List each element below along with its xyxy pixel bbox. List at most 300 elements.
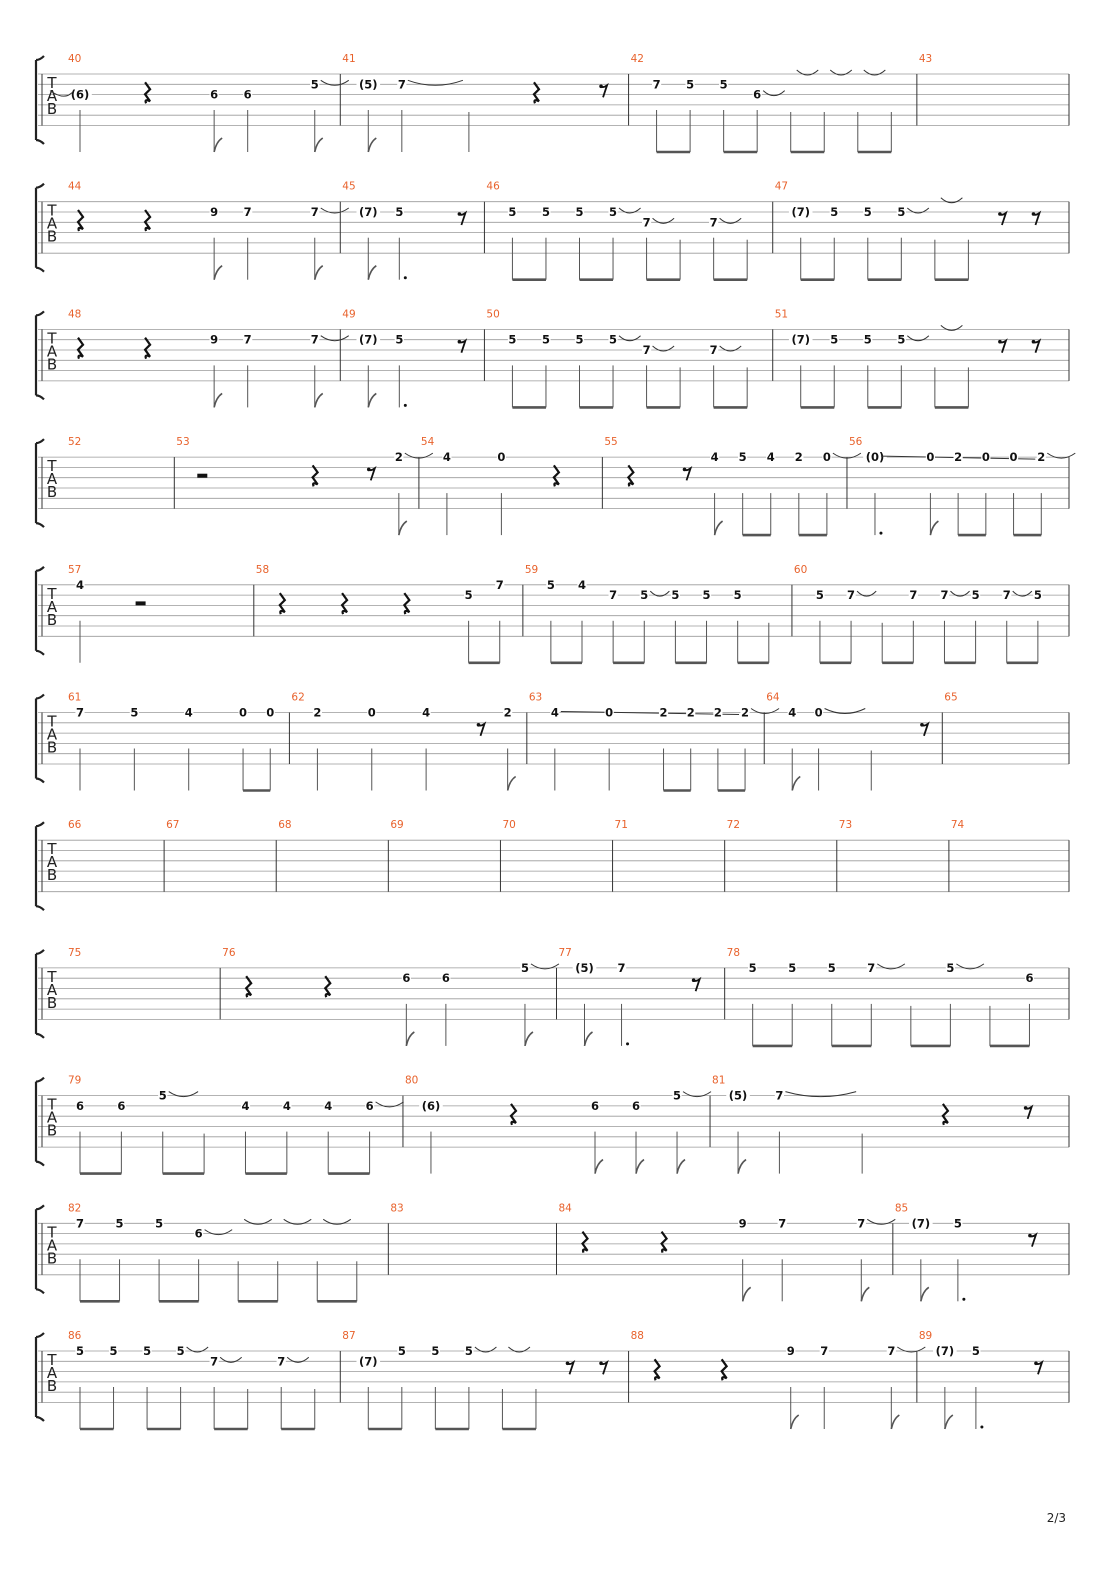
measure-number: 61 (68, 691, 82, 704)
fret-number: 5 (115, 1216, 124, 1231)
quarter-rest (404, 593, 409, 614)
fret-number: 5 (397, 1344, 406, 1358)
eighth-rest-dot (458, 212, 462, 216)
measure-number: 81 (712, 1074, 726, 1087)
fret-number: 5 (953, 1216, 962, 1231)
fret-number: 7 (847, 588, 856, 603)
duration-dot (962, 1298, 965, 1301)
fret-number: 5 (158, 1088, 167, 1103)
fret-number: 5 (748, 960, 757, 975)
eighth-flag (921, 1287, 929, 1301)
fret-number: 0 (367, 705, 376, 720)
tab-clef-letter: T (47, 712, 57, 731)
fret-number: 5 (971, 588, 980, 603)
tab-clef-letter: T (47, 457, 57, 476)
tab-clef-letter: T (47, 967, 57, 986)
fret-number: 5 (541, 332, 550, 347)
fret-number: 5 (520, 960, 529, 975)
fret-number: 7 (857, 1216, 866, 1231)
duration-dot (404, 276, 407, 279)
fret-number: 5 (671, 588, 680, 603)
measure-number: 89 (918, 1330, 933, 1342)
measure-number: 65 (944, 691, 958, 704)
measure-number: 60 (793, 563, 808, 576)
eighth-rest-dot (599, 1362, 603, 1366)
fret-number: 6 (441, 971, 450, 986)
fret-number: 5 (897, 205, 906, 219)
measure-number: 45 (342, 180, 356, 193)
fret-number: 5 (546, 577, 555, 592)
tab-clef-letter: B (46, 1121, 58, 1140)
fret-number: 7 (778, 1216, 787, 1231)
tab-clef-letter: A (46, 725, 58, 744)
fret-number: 5 (575, 205, 584, 219)
fret-number: 6 (365, 1098, 374, 1113)
measure-number: 40 (68, 53, 82, 65)
fret-number: (5) (728, 1088, 748, 1103)
tab-clef-letter: A (46, 853, 58, 872)
fret-number: 5 (109, 1344, 118, 1358)
fret-number: 7 (887, 1344, 896, 1358)
fret-number: 7 (867, 960, 876, 975)
tab-clef-letter: T (47, 1223, 57, 1242)
fret-number: 7 (642, 343, 651, 357)
fret-number: 5 (719, 77, 728, 92)
measure-number: 83 (390, 1202, 404, 1215)
fret-number: 5 (897, 332, 906, 347)
tab-clef-letter: B (46, 100, 58, 118)
fret-number: 9 (738, 1216, 747, 1231)
measure-number: 50 (486, 308, 500, 321)
tab-clef-letter: B (46, 483, 58, 502)
tab-clef-letter: B (46, 355, 58, 374)
measure-number: 43 (918, 53, 933, 65)
measure-number: 66 (68, 819, 82, 832)
eighth-rest-dot (458, 340, 462, 344)
fret-number: 5 (609, 332, 618, 347)
measure-number: 69 (390, 819, 404, 832)
fret-number: 5 (830, 332, 839, 347)
tab-clef-letter: B (46, 227, 58, 246)
fret-number: 5 (702, 588, 711, 603)
fret-number: 4 (184, 705, 193, 720)
fret-number: 2 (1037, 450, 1046, 465)
fret-number: 7 (243, 205, 252, 219)
eighth-flag (791, 1415, 799, 1429)
fret-number: 5 (827, 960, 836, 975)
half-rest (197, 474, 207, 478)
eighth-flag (595, 1160, 603, 1174)
tab-clef-letter: A (46, 1236, 58, 1255)
fret-number: (6) (70, 87, 90, 102)
tab-clef-letter: T (47, 840, 57, 859)
eighth-rest-dot (367, 468, 371, 472)
tab-clef-letter: A (46, 1108, 58, 1127)
slide-line (561, 712, 739, 715)
fret-number: 7 (652, 77, 661, 92)
quarter-rest (145, 82, 150, 103)
fret-number: (7) (359, 332, 378, 347)
eighth-flag (585, 1032, 593, 1046)
system-bracket (36, 311, 44, 399)
tab-clef-letter: T (47, 74, 57, 92)
fret-number: 7 (210, 1354, 219, 1369)
measure-number: 48 (68, 308, 82, 321)
measure-number: 80 (404, 1074, 419, 1087)
eighth-rest-dot (920, 723, 924, 727)
duration-dot (879, 532, 882, 535)
eighth-rest-dot (998, 212, 1002, 216)
system-bracket (36, 1078, 44, 1166)
fret-number: 6 (753, 87, 762, 102)
tab-system (36, 308, 1069, 407)
fret-number: 5 (946, 960, 955, 975)
eighth-flag (214, 138, 222, 152)
tab-system (36, 947, 1069, 1046)
measure-number: 67 (166, 819, 180, 832)
fret-number: (5) (575, 960, 594, 975)
fret-number: 0 (981, 450, 990, 465)
fret-number: 0 (1009, 450, 1018, 465)
fret-number: 7 (397, 77, 406, 92)
eighth-flag (315, 138, 323, 152)
measure-number: 53 (176, 436, 190, 449)
eighth-flag (861, 1287, 869, 1301)
fret-number: 2 (741, 705, 750, 720)
measure-number: 84 (558, 1202, 572, 1215)
quarter-rest (554, 465, 559, 486)
eighth-flag (891, 1415, 899, 1429)
tab-clef-letter: B (46, 866, 58, 885)
fret-number: 9 (210, 332, 219, 347)
system-bracket (36, 695, 44, 783)
tab-clef-letter: B (46, 610, 58, 629)
fret-number: 7 (775, 1088, 784, 1103)
fret-number: 5 (1033, 588, 1042, 603)
measure-number: 85 (894, 1202, 909, 1215)
fret-number: 4 (766, 450, 775, 465)
eighth-flag (525, 1032, 533, 1046)
fret-number: 4 (788, 705, 797, 720)
fret-number: 5 (155, 1216, 164, 1231)
fret-number: 5 (464, 1344, 473, 1358)
measure-number: 58 (255, 563, 270, 576)
system-bracket (36, 439, 44, 527)
fret-number: 7 (709, 343, 718, 357)
fret-number: 6 (243, 87, 252, 102)
eighth-flag (792, 777, 800, 791)
eighth-flag (368, 393, 376, 407)
tab-system (36, 1330, 1069, 1429)
fret-number: 7 (909, 588, 918, 603)
eighth-flag (636, 1160, 644, 1174)
fret-number: 7 (642, 215, 651, 230)
quarter-rest (280, 593, 285, 614)
quarter-rest (145, 210, 150, 231)
tab-clef-letter: T (47, 201, 57, 220)
fret-number: 2 (686, 705, 695, 720)
fret-number: 2 (659, 705, 668, 720)
tab-clef-letter: T (47, 584, 57, 603)
fret-number: 4 (422, 705, 431, 720)
fret-number: 7 (75, 1216, 85, 1231)
fret-number: 2 (713, 705, 722, 720)
fret-number: (7) (911, 1216, 931, 1231)
half-rest (136, 601, 146, 605)
eighth-flag (738, 1160, 746, 1174)
quarter-rest (534, 82, 539, 103)
fret-number: 0 (822, 450, 831, 465)
fret-number: 5 (508, 205, 517, 219)
tab-clef-letter: B (46, 1377, 58, 1395)
fret-number: 5 (640, 588, 649, 603)
measure-number: 47 (774, 180, 789, 193)
fret-number: 7 (277, 1354, 286, 1369)
fret-number: 7 (617, 960, 626, 975)
measure-number: 64 (766, 691, 780, 704)
measure-number: 77 (558, 946, 572, 959)
fret-number: 6 (1025, 971, 1034, 986)
measure-number: 49 (342, 308, 356, 321)
eighth-flag (315, 266, 323, 280)
fret-number: 6 (210, 87, 219, 102)
fret-number: 5 (176, 1344, 185, 1358)
quarter-rest (722, 1359, 727, 1380)
measure-number: 57 (68, 563, 82, 576)
duration-dot (404, 404, 407, 407)
measure-number: 56 (848, 436, 863, 449)
tab-clef-letter: A (46, 980, 58, 999)
tab-clef-letter: B (46, 1249, 58, 1268)
tab-system (36, 564, 1069, 663)
quarter-rest (662, 1232, 667, 1253)
eighth-flag (508, 777, 516, 791)
measure-number: 70 (502, 819, 516, 832)
fret-number: 4 (282, 1098, 291, 1113)
eighth-flag (715, 521, 723, 535)
fret-number: 9 (786, 1344, 795, 1358)
fret-number: 5 (575, 332, 584, 347)
fret-number: 7 (709, 215, 718, 230)
eighth-rest-dot (1024, 1106, 1028, 1110)
measure-number: 41 (342, 53, 356, 65)
fret-number: 5 (130, 705, 139, 720)
fret-number: 6 (75, 1098, 85, 1113)
fret-number: 7 (820, 1344, 829, 1358)
fret-number: 5 (395, 205, 404, 219)
fret-number: 2 (503, 705, 512, 720)
eighth-rest-dot (1034, 1362, 1038, 1366)
fret-number: 5 (541, 205, 550, 219)
fret-number: 7 (609, 588, 618, 603)
fret-number: 0 (926, 450, 935, 465)
measure-number: 52 (68, 436, 82, 449)
system-bracket (36, 184, 44, 272)
eighth-rest-dot (566, 1362, 570, 1366)
fret-number: 5 (395, 332, 404, 347)
eighth-rest-dot (599, 85, 603, 89)
fret-number: 7 (1002, 588, 1011, 603)
quarter-rest (583, 1232, 588, 1253)
system-bracket (36, 56, 44, 144)
measure-number: 54 (420, 436, 435, 449)
fret-number: (5) (359, 77, 378, 92)
fret-number: 5 (733, 588, 742, 603)
fret-number: 5 (75, 1344, 85, 1358)
fret-number: 5 (686, 77, 695, 92)
system-bracket (36, 1205, 44, 1293)
measure-number: 72 (726, 819, 741, 832)
fret-number: 4 (241, 1098, 250, 1113)
fret-number: 5 (863, 332, 872, 347)
duration-dot (980, 1426, 983, 1429)
fret-number: 5 (788, 960, 797, 975)
fret-number: 0 (497, 450, 506, 465)
measure-number: 76 (222, 946, 236, 959)
fret-number: 7 (940, 588, 949, 603)
fret-number: 5 (815, 588, 824, 603)
fret-number: 9 (210, 205, 219, 219)
fret-number: 2 (313, 705, 322, 720)
eighth-rest-dot (692, 978, 696, 982)
tab-system (36, 1202, 1069, 1301)
measure-number: 88 (630, 1330, 644, 1342)
eighth-flag (677, 1160, 685, 1174)
measure-number: 82 (68, 1202, 82, 1215)
tab-clef-letter: B (46, 738, 58, 757)
measure-number: 42 (630, 53, 644, 65)
eighth-flag (214, 266, 222, 280)
fret-number: 5 (609, 205, 618, 219)
fret-number: 5 (863, 205, 872, 219)
tab-clef-letter: A (46, 214, 58, 233)
fret-number: 2 (954, 450, 963, 465)
measure-number: 63 (528, 691, 543, 704)
fret-number: 4 (75, 577, 85, 592)
fret-number: 5 (738, 450, 747, 465)
eighth-rest-dot (477, 723, 481, 727)
fret-number: 0 (814, 705, 823, 720)
system-bracket (36, 1333, 44, 1421)
tab-system (36, 181, 1069, 280)
fret-number: 0 (266, 705, 275, 720)
tab-system (36, 692, 1069, 791)
quarter-rest (313, 465, 318, 486)
fret-number: 6 (632, 1098, 641, 1113)
fret-number: 7 (243, 332, 252, 347)
measure-number: 62 (291, 691, 305, 704)
fret-number: 7 (310, 205, 319, 219)
eighth-rest-dot (998, 340, 1002, 344)
fret-number: (0) (865, 450, 885, 465)
measure-number: 59 (524, 563, 539, 576)
eighth-flag (368, 266, 376, 280)
fret-number: 5 (673, 1088, 682, 1103)
quarter-rest (628, 465, 633, 486)
fret-number: 5 (830, 205, 839, 219)
fret-number: 5 (971, 1344, 980, 1358)
fret-number: 5 (143, 1344, 152, 1358)
quarter-rest (511, 1104, 516, 1125)
eighth-flag (945, 1415, 953, 1429)
tab-clef-letter: T (47, 1351, 57, 1369)
fret-number: 7 (310, 332, 319, 347)
measure-number: 86 (68, 1330, 82, 1342)
tab-system (36, 1075, 1069, 1174)
quarter-rest (342, 593, 347, 614)
eighth-rest-dot (1032, 340, 1036, 344)
tab-clef-letter: A (46, 1364, 58, 1382)
fret-number: 6 (590, 1098, 600, 1113)
fret-number: 4 (442, 450, 451, 465)
eighth-flag (399, 521, 407, 535)
measure-number: 51 (774, 308, 789, 321)
tab-clef-letter: B (46, 993, 58, 1012)
fret-number: 4 (324, 1098, 333, 1113)
page-number: 2/3 (1046, 1511, 1066, 1525)
fret-number: (7) (359, 205, 378, 219)
measure-number: 87 (342, 1330, 356, 1342)
measure-number: 46 (486, 180, 500, 193)
fret-number: 6 (117, 1098, 126, 1113)
system-bracket (36, 822, 44, 910)
fret-number: 6 (402, 971, 411, 986)
fret-number: 4 (577, 577, 587, 592)
tab-clef-letter: A (46, 470, 58, 489)
measure-number: 55 (604, 436, 618, 449)
fret-number: (6) (421, 1098, 441, 1113)
eighth-flag (406, 1032, 414, 1046)
fret-number: (7) (791, 332, 810, 347)
measure-number: 74 (950, 819, 965, 832)
measure-number: 68 (278, 819, 292, 832)
fret-number: 5 (508, 332, 517, 347)
fret-number: 6 (194, 1226, 203, 1241)
eighth-flag (214, 393, 222, 407)
tab-clef-letter: A (46, 597, 58, 616)
fret-number: 2 (394, 450, 403, 465)
fret-number: 5 (464, 588, 473, 603)
fret-number: 7 (495, 577, 504, 592)
system-bracket (36, 567, 44, 655)
fret-number: (7) (935, 1344, 955, 1358)
quarter-rest (78, 210, 83, 231)
eighth-flag (368, 138, 376, 152)
tab-clef-letter: T (47, 329, 57, 348)
quarter-rest (145, 338, 150, 359)
quarter-rest (325, 976, 330, 997)
duration-dot (626, 1042, 629, 1045)
fret-number: 2 (794, 450, 803, 465)
eighth-rest-dot (683, 468, 687, 472)
fret-number: 5 (431, 1344, 440, 1358)
eighth-flag (315, 393, 323, 407)
fret-number: 0 (239, 705, 248, 720)
quarter-rest (78, 338, 83, 359)
eighth-rest-dot (1032, 212, 1036, 216)
tab-system (36, 819, 1069, 910)
fret-number: 7 (75, 705, 85, 720)
fret-number: 4 (710, 450, 719, 465)
measure-number: 44 (68, 180, 82, 193)
fret-number: (7) (359, 1354, 378, 1369)
quarter-rest (943, 1104, 948, 1125)
fret-number: (7) (791, 205, 810, 219)
tab-clef-letter: T (47, 1095, 57, 1114)
measure-number: 75 (68, 946, 82, 959)
tab-clef-letter: A (46, 342, 58, 361)
measure-number: 78 (726, 946, 741, 959)
